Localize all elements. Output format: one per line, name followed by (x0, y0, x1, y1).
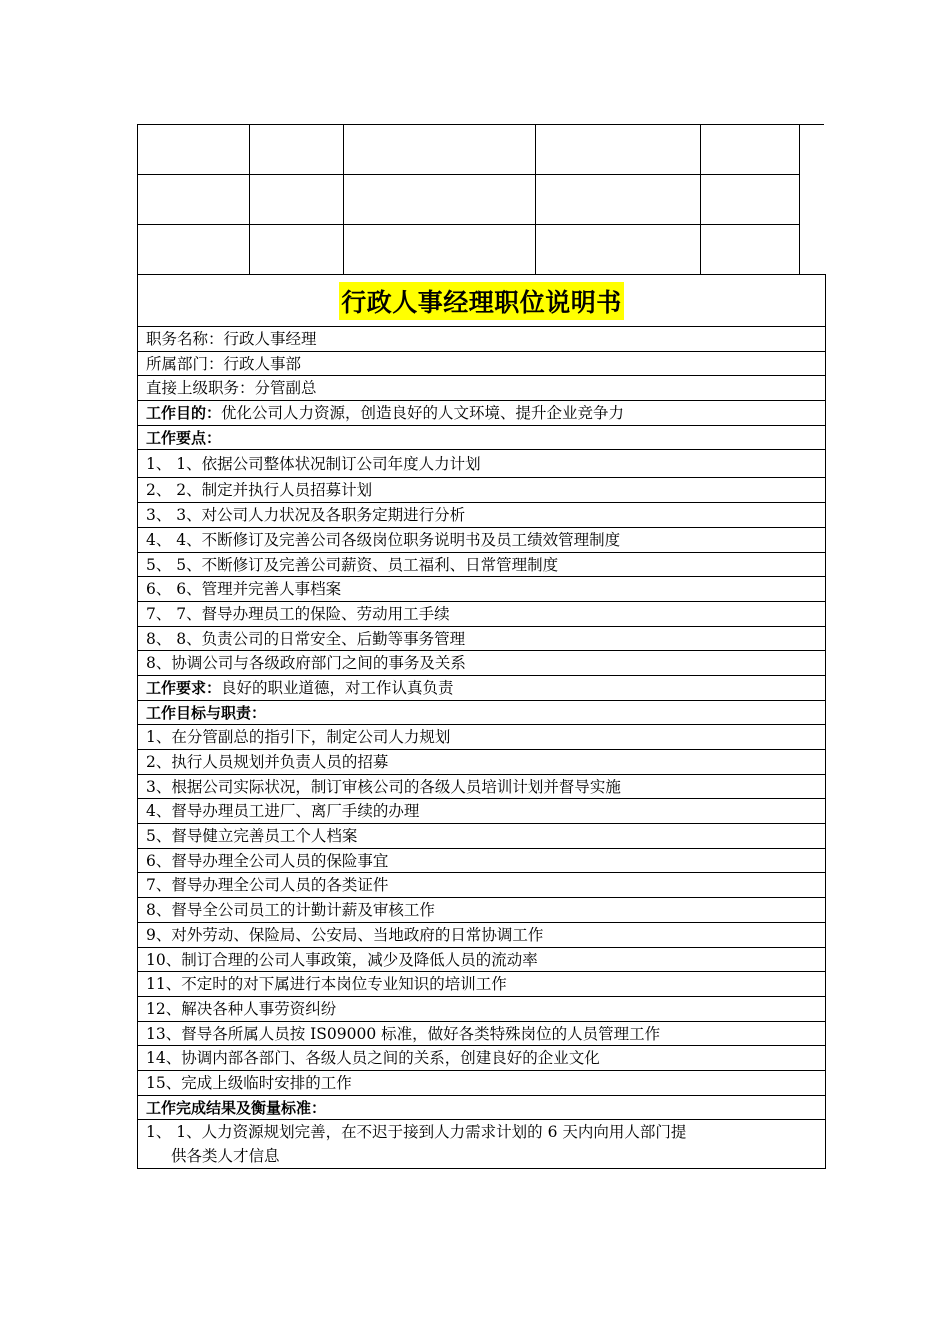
key-point-item: 4、 4、不断修订及完善公司各级岗位职务说明书及员工绩效管理制度 (138, 528, 825, 553)
duty-item: 15、完成上级临时安排的工作 (138, 1071, 825, 1096)
document-title: 行政人事经理职位说明书 (339, 282, 624, 320)
duty-item: 10、制订合理的公司人事政策，减少及降低人员的流动率 (138, 948, 825, 973)
job-description-table (137, 274, 826, 1169)
duty-item: 11、不定时的对下属进行本岗位专业知识的培训工作 (138, 972, 825, 997)
key-point-item: 7、 7、督导办理员工的保险、劳动用工手续 (138, 602, 825, 627)
grid-cell (536, 225, 701, 275)
grid-cell (701, 175, 800, 225)
duty-item: 12、解决各种人事劳资纠纷 (138, 997, 825, 1022)
title-row (138, 275, 825, 327)
requirement-label: 工作要求： (146, 678, 222, 697)
results-heading: 工作完成结果及衡量标准： (138, 1096, 825, 1121)
key-point-item: 8、 8、负责公司的日常安全、后勤等事务管理 (138, 627, 825, 652)
grid-cell (250, 225, 344, 275)
grid-cell (138, 125, 250, 175)
duty-item: 9、对外劳动、保险局、公安局、当地政府的日常协调工作 (138, 923, 825, 948)
duty-item: 1、在分管副总的指引下，制定公司人力规划 (138, 725, 825, 750)
result-item-line: 供各类人才信息 (171, 1147, 280, 1166)
purpose-label: 工作目的： (146, 404, 222, 423)
key-point-item: 8、协调公司与各级政府部门之间的事务及关系 (138, 651, 825, 676)
department-row: 所属部门：行政人事部 (138, 352, 825, 377)
grid-cell (536, 175, 701, 225)
duties-heading: 工作目标与职责： (138, 701, 825, 726)
key-points-heading: 工作要点： (138, 426, 825, 451)
grid-cell (701, 125, 800, 175)
grid-cell (701, 225, 800, 275)
key-point-item: 3、 3、对公司人力状况及各职务定期进行分析 (138, 503, 825, 528)
grid-cell (344, 225, 536, 275)
key-point-item: 1、 1、依据公司整体状况制订公司年度人力计划 (138, 450, 825, 478)
key-point-item: 2、 2、制定并执行人员招募计划 (138, 478, 825, 503)
purpose-text: 优化公司人力资源，创造良好的人文环境、提升企业竞争力 (221, 404, 625, 423)
duty-item: 2、执行人员规划并负责人员的招募 (138, 750, 825, 775)
grid-cell (344, 175, 536, 225)
purpose-row (138, 401, 825, 426)
grid-cell (250, 175, 344, 225)
job-name-row: 职务名称：行政人事经理 (138, 327, 825, 352)
duty-item: 7、督导办理全公司人员的各类证件 (138, 873, 825, 898)
grid-cell (138, 175, 250, 225)
duty-item: 13、督导各所属人员按 IS09000 标准，做好各类特殊岗位的人员管理工作 (138, 1022, 825, 1047)
duty-item: 14、协调内部各部门、各级人员之间的关系，创建良好的企业文化 (138, 1046, 825, 1071)
superior-row: 直接上级职务：分管副总 (138, 376, 825, 401)
requirement-text: 良好的职业道德，对工作认真负责 (221, 678, 454, 697)
grid-cell (250, 125, 344, 175)
key-point-item: 6、 6、管理并完善人事档案 (138, 577, 825, 602)
duty-item: 6、督导办理全公司人员的保险事宜 (138, 849, 825, 874)
empty-header-grid (137, 124, 800, 275)
result-item-line: 1、 1、人力资源规划完善，在不迟于接到人力需求计划的 6 天内向用人部门提 (146, 1123, 687, 1142)
duty-item: 5、督导健立完善员工个人档案 (138, 824, 825, 849)
grid-cell (536, 125, 701, 175)
grid-extension-line (799, 124, 824, 125)
key-point-item: 5、 5、不断修订及完善公司薪资、员工福利、日常管理制度 (138, 553, 825, 578)
duty-item: 3、根据公司实际状况，制订审核公司的各级人员培训计划并督导实施 (138, 775, 825, 800)
grid-cell (344, 125, 536, 175)
duty-item: 8、督导全公司员工的计勤计薪及审核工作 (138, 898, 825, 923)
duty-item: 4、督导办理员工进厂、离厂手续的办理 (138, 799, 825, 824)
result-item (138, 1120, 825, 1168)
grid-cell (138, 225, 250, 275)
requirement-row (138, 676, 825, 701)
